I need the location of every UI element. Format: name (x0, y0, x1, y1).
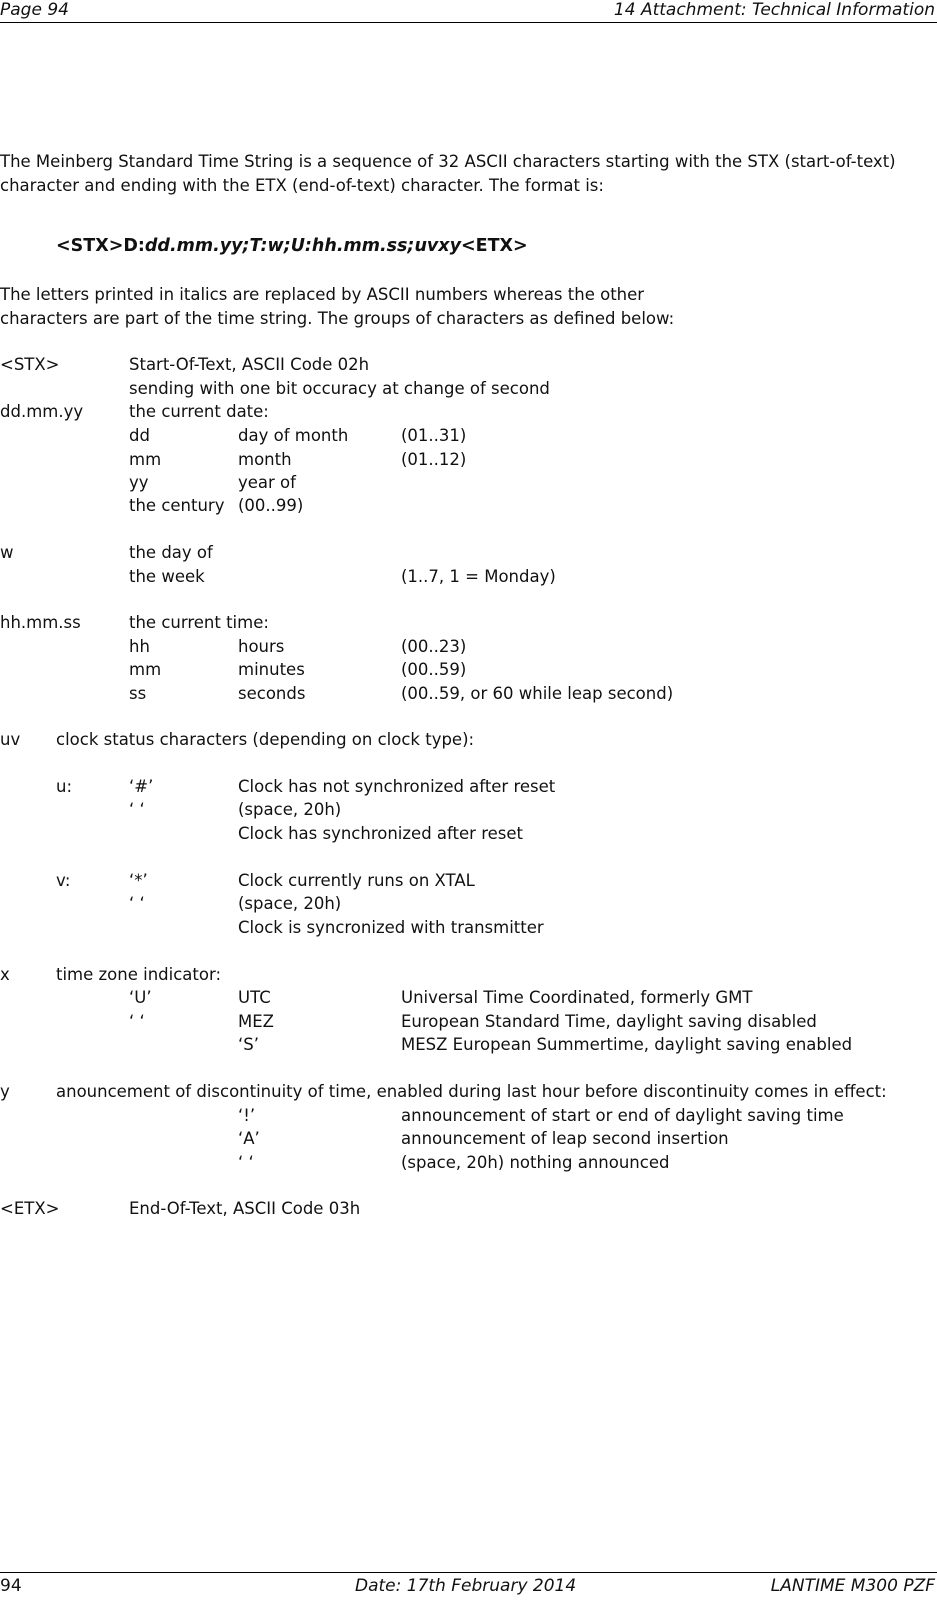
date-row-dd-desc: day of month (238, 426, 349, 445)
time-row-hh-desc: hours (238, 637, 285, 656)
x-row-u-desc: Universal Time Coordinated, formerly GMT (401, 988, 753, 1007)
footer-page-number: 94 (0, 1576, 22, 1596)
format-etx: <ETX> (461, 236, 528, 256)
date-row-century-range: (00..99) (238, 496, 304, 515)
x-heading: time zone indicator: (56, 965, 222, 984)
intro-line-1: The Meinberg Standard Time String is a sequence of 32 ASCII characters starting with the STX (start-of-text) (0, 152, 896, 171)
etx-term: <ETX> (0, 1199, 60, 1218)
time-row-mm-key: mm (129, 660, 162, 679)
stx-desc-1: Start-Of-Text, ASCII Code 02h (129, 355, 370, 374)
v-desc-1: Clock currently runs on XTAL (238, 871, 475, 890)
v-desc-3: Clock is syncronized with transmitter (238, 918, 544, 937)
x-row-space-char: ‘ ‘ (129, 1012, 145, 1031)
format-w: w; (267, 236, 291, 256)
footer-rule (0, 1572, 937, 1573)
y-row-a-char: ‘A’ (238, 1129, 260, 1148)
time-row-ss-key: ss (129, 684, 147, 703)
stx-term: <STX> (0, 355, 60, 374)
date-heading: the current date: (129, 402, 269, 421)
format-time: hh.mm.ss; (311, 236, 415, 256)
header-rule (0, 22, 937, 23)
v-char-space: ‘ ‘ (129, 894, 145, 913)
date-row-mm-key: mm (129, 450, 162, 469)
u-char-hash: ‘#’ (129, 777, 154, 796)
uv-term: uv (0, 730, 21, 749)
header-section-title: 14 Attachment: Technical Information (613, 0, 935, 20)
w-desc-2: the week (129, 567, 205, 586)
format-uvxy: uvxy (414, 236, 461, 256)
date-term: dd.mm.yy (0, 402, 84, 421)
x-row-s-desc: MESZ European Summertime, daylight saving enabled (401, 1035, 853, 1054)
x-row-u-code: UTC (238, 988, 271, 1007)
v-desc-2: (space, 20h) (238, 894, 342, 913)
w-term: w (0, 543, 14, 562)
format-date: dd.mm.yy; (144, 236, 250, 256)
u-char-space: ‘ ‘ (129, 800, 145, 819)
x-row-space-desc: European Standard Time, daylight saving disabled (401, 1012, 817, 1031)
time-string-format (56, 236, 528, 256)
time-row-hh-range: (00..23) (401, 637, 467, 656)
format-u: U: (290, 236, 312, 256)
y-row-excl-char: ‘!’ (238, 1106, 256, 1125)
time-heading: the current time: (129, 613, 269, 632)
header-page-label: Page 94 (0, 0, 69, 20)
time-row-ss-range: (00..59, or 60 while leap second) (401, 684, 674, 703)
time-term: hh.mm.ss (0, 613, 81, 632)
date-row-yy-desc: year of (238, 473, 296, 492)
time-row-hh-key: hh (129, 637, 150, 656)
x-row-s-char: ‘S’ (238, 1035, 259, 1054)
y-row-a-desc: announcement of leap second insertion (401, 1129, 729, 1148)
intro-line-2: character and ending with the ETX (end-of-text) character. The format is: (0, 176, 604, 195)
u-desc-1: Clock has not synchronized after reset (238, 777, 556, 796)
v-char-star: ‘*’ (129, 871, 148, 890)
v-label: v: (56, 871, 71, 890)
x-row-u-char: ‘U’ (129, 988, 152, 1007)
y-row-space-char: ‘ ‘ (238, 1153, 254, 1172)
footer-product: LANTIME M300 PZF (770, 1576, 935, 1596)
y-row-excl-desc: announcement of start or end of daylight saving time (401, 1106, 844, 1125)
u-desc-3: Clock has synchronized after reset (238, 824, 523, 843)
date-row-dd-key: dd (129, 426, 150, 445)
format-stx: <STX> (56, 236, 124, 256)
x-row-space-code: MEZ (238, 1012, 274, 1031)
date-row-century-key: the century (129, 496, 225, 515)
etx-desc: End-Of-Text, ASCII Code 03h (129, 1199, 361, 1218)
date-row-mm-range: (01..12) (401, 450, 467, 469)
uv-heading: clock status characters (depending on clock type): (56, 730, 475, 749)
u-label: u: (56, 777, 73, 796)
date-row-yy-key: yy (129, 473, 149, 492)
desc-line-2: characters are part of the time string. The groups of characters as defined below: (0, 309, 675, 328)
x-term: x (0, 965, 10, 984)
w-desc-1: the day of (129, 543, 213, 562)
w-range: (1..7, 1 = Monday) (401, 567, 556, 586)
time-row-mm-desc: minutes (238, 660, 305, 679)
desc-line-1: The letters printed in italics are replaced by ASCII numbers whereas the other (0, 285, 645, 304)
y-heading: anouncement of discontinuity of time, enabled during last hour before discontinuity comes in effect: (56, 1082, 887, 1101)
date-row-dd-range: (01..31) (401, 426, 467, 445)
format-t: T: (249, 236, 268, 256)
format-d: D: (123, 236, 145, 256)
stx-desc-2: sending with one bit occuracy at change of second (129, 379, 550, 398)
time-row-mm-range: (00..59) (401, 660, 467, 679)
footer-date: Date: 17th February 2014 (355, 1576, 577, 1596)
time-row-ss-desc: seconds (238, 684, 306, 703)
y-term: y (0, 1082, 10, 1101)
u-desc-2: (space, 20h) (238, 800, 342, 819)
y-row-space-desc: (space, 20h) nothing announced (401, 1153, 670, 1172)
date-row-mm-desc: month (238, 450, 292, 469)
